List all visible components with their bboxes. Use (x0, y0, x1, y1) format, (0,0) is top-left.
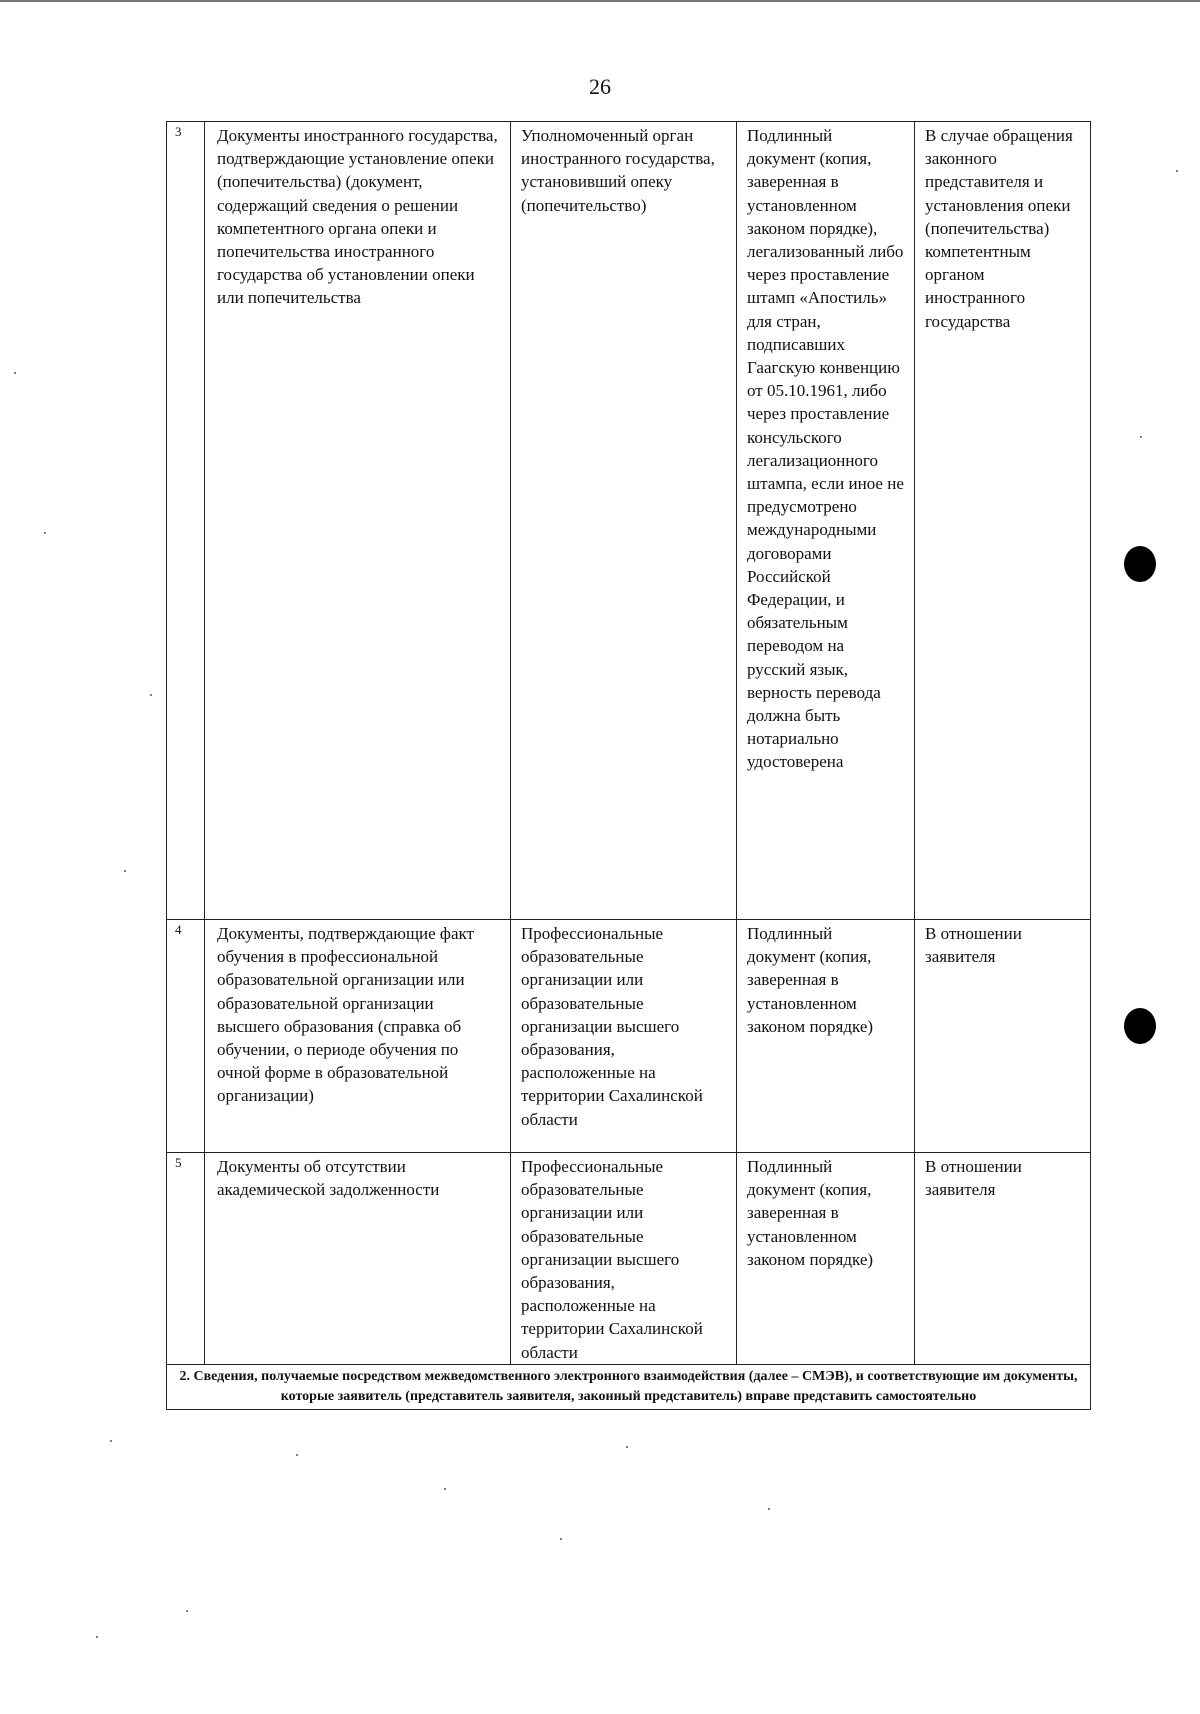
row-number: 4 (167, 920, 205, 1153)
table-row (167, 122, 1091, 920)
scan-speck (560, 1538, 562, 1540)
scan-speck (14, 372, 16, 374)
section-heading-row (167, 1364, 1091, 1409)
issuer-cell: Уполномоченный орган иностранного государства, установивший опеку (попечительство) (511, 122, 737, 920)
row-number: 5 (167, 1153, 205, 1365)
condition-cell: В отношении заявителя (915, 1153, 1091, 1365)
issuer-cell: Профессиональные образовательные организации или образовательные организации высшего образования, расположенные на территории Сахалинской области (511, 1153, 737, 1365)
table-row (167, 920, 1091, 1153)
scan-speck (96, 1636, 98, 1638)
scan-speck (444, 1488, 446, 1490)
condition-cell: В отношении заявителя (915, 920, 1091, 1153)
punch-hole (1124, 1008, 1156, 1044)
scan-speck (626, 1446, 628, 1448)
scan-speck (186, 1610, 188, 1612)
scan-speck (44, 532, 46, 534)
scan-top-edge (0, 0, 1200, 2)
document-form-cell: Подлинный документ (копия, заверенная в установленном законом порядке) (737, 1153, 915, 1365)
scan-speck (124, 870, 126, 872)
documents-table (166, 121, 1091, 1410)
document-name-cell: Документы иностранного государства, подтверждающие установление опеки (попечительства) (документ, содержащий сведения о решении компетентного органа опеки и попечительства иностранного государства об установлении опеки или попечительства (205, 122, 511, 920)
document-name-cell: Документы об отсутствии академической задолженности (205, 1153, 511, 1365)
punch-hole (1124, 546, 1156, 582)
document-form-cell: Подлинный документ (копия, заверенная в установленном законом порядке), легализованный либо через проставление штамп «Апостиль» для стран, подписавших Гаагскую конвенцию от 05.10.1961, либо через проставление консульского легализационного штампа, если иное не предусмотрено международными договорами Российской Федерации, и обязательным переводом на русский язык, верность перевода должна быть нотариально удостоверена (737, 122, 915, 920)
table-row (167, 1153, 1091, 1365)
document-name-cell: Документы, подтверждающие факт обучения в профессиональной образовательной организации или образовательной организации высшего образования (справка об обучении, о периоде обучения по очной форме в образовательной организации) (205, 920, 511, 1153)
condition-cell: В случае обращения законного представителя и установления опеки (попечительства) компетентным органом иностранного государства (915, 122, 1091, 920)
page-number: 26 (589, 74, 611, 99)
section-heading: 2. Сведения, получаемые посредством межведомственного электронного взаимодействия (далее – СМЭВ), и соответствующие им документы, которые заявитель (представитель заявителя, законный представитель) вправе представить самостоятельно (167, 1364, 1091, 1409)
scan-speck (296, 1454, 298, 1456)
issuer-cell: Профессиональные образовательные организации или образовательные организации высшего образования, расположенные на территории Сахалинской области (511, 920, 737, 1153)
row-number: 3 (167, 122, 205, 920)
scan-speck (110, 1440, 112, 1442)
document-form-cell: Подлинный документ (копия, заверенная в установленном законом порядке) (737, 920, 915, 1153)
scan-speck (1176, 170, 1178, 172)
scan-speck (768, 1508, 770, 1510)
scan-speck (1140, 436, 1142, 438)
scan-speck (150, 694, 152, 696)
